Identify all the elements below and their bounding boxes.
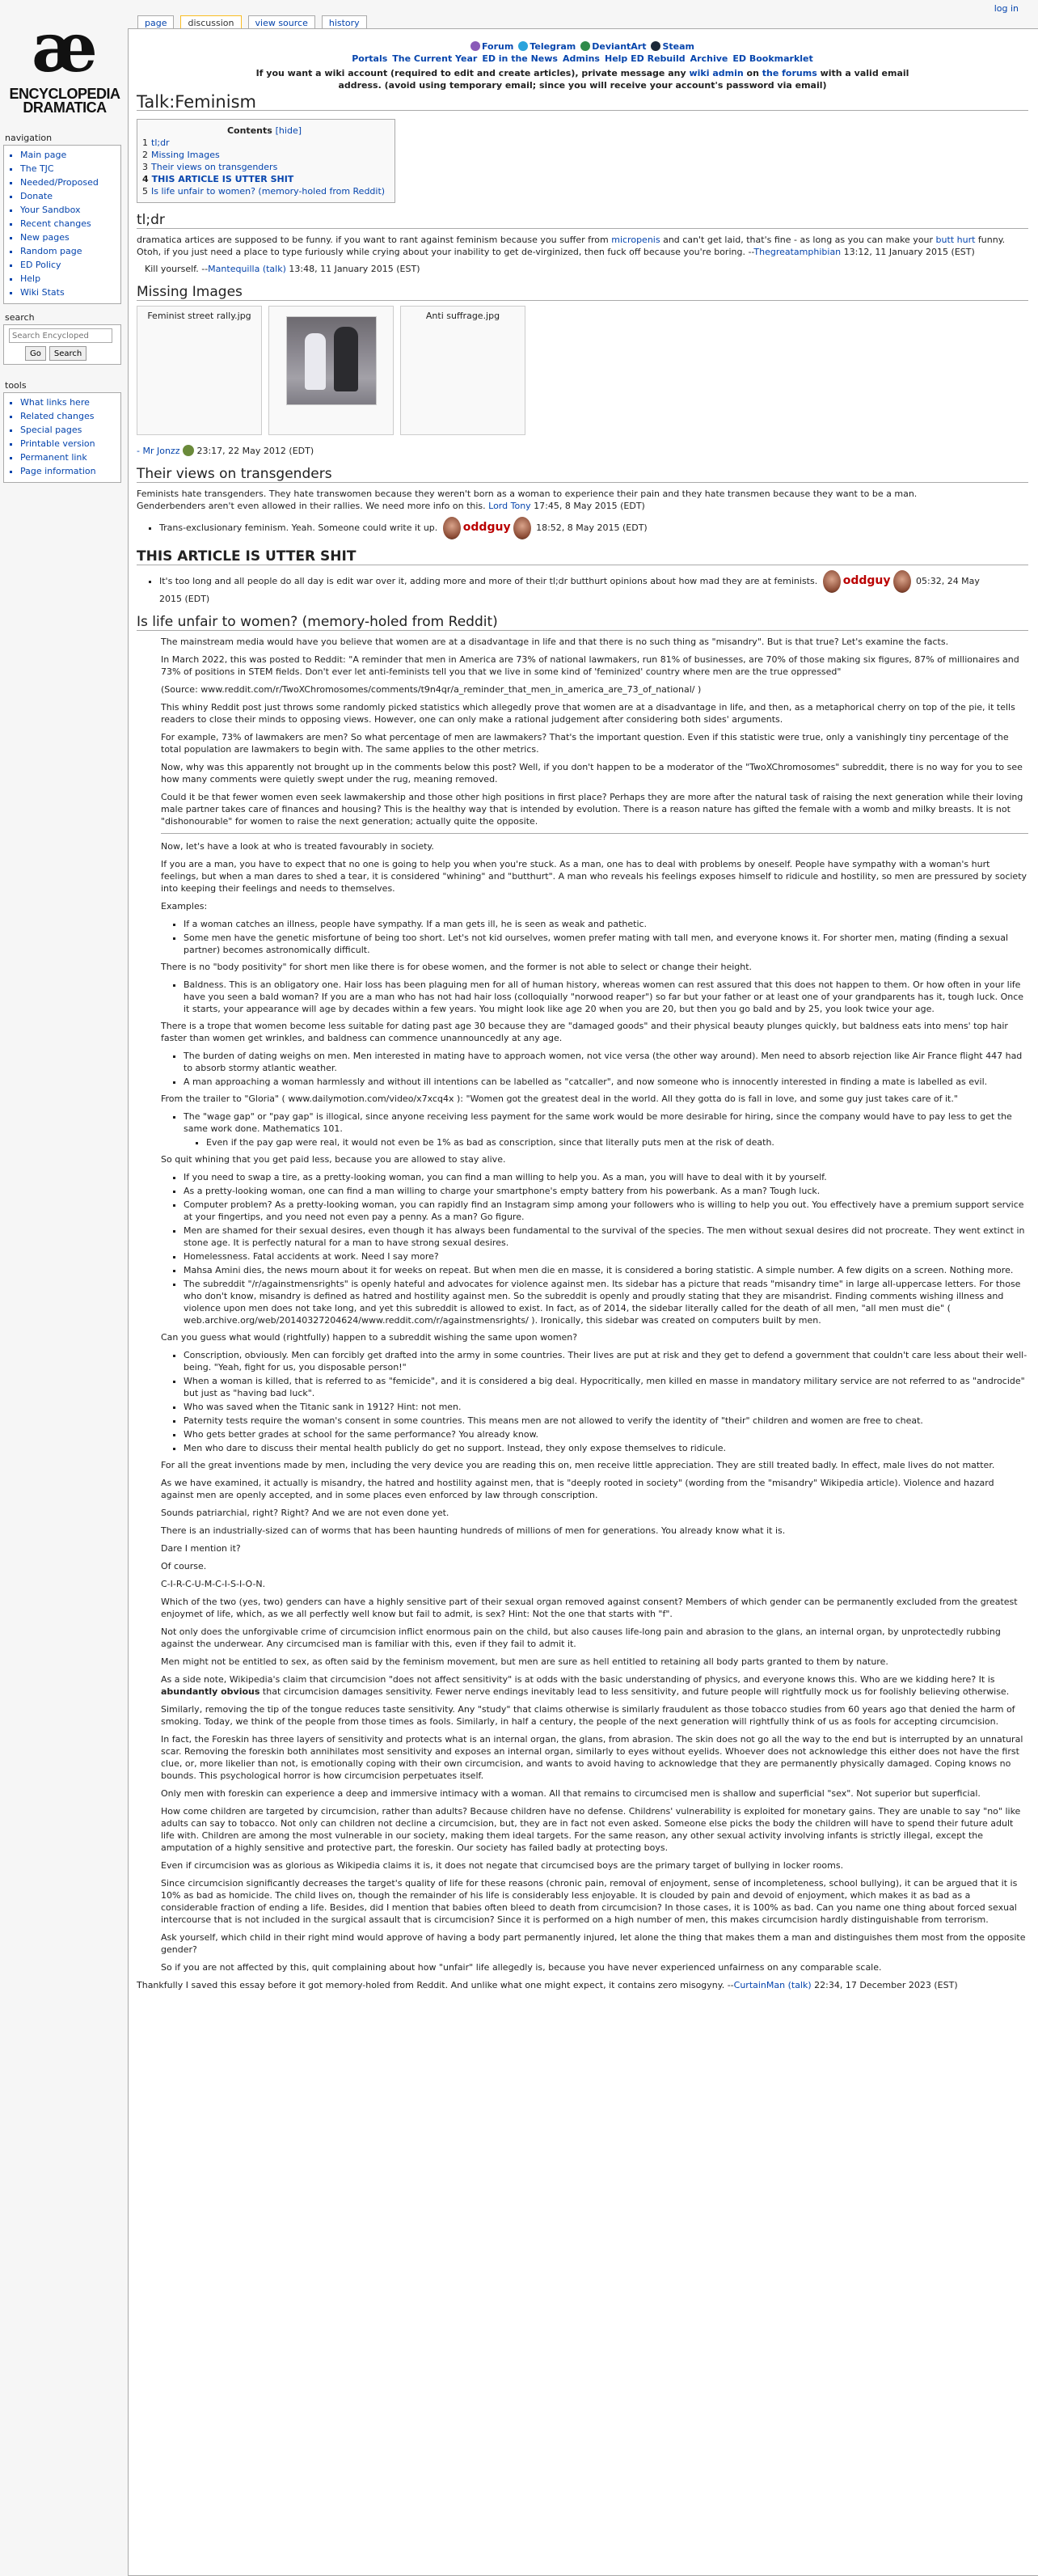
essay-paragraph: From the trailer to "Gloria" ( www.dailymotion.com/video/x7xcq4x ): "Women got the greatest deal in the world. All they gotta do is fall in love, and some guy just takes care of it." (161, 1093, 958, 1104)
site-notice (137, 40, 1028, 91)
essay-paragraph: Not only does the unforgivable crime of circumcision inflict enormous pain on the child, but also causes life-long pain and abrasion to the glans, an internal organ, by unprotectedly rubbing against the underwear. Any circumcised man is familiar with this, even if they fail to admit it. (161, 1626, 1001, 1649)
section-heading-missing-images: Missing Images (137, 286, 1028, 301)
comment-paragraph: - Mr Jonzz 23:17, 22 May 2012 (EDT) (137, 446, 314, 456)
gallery-item[interactable] (268, 306, 394, 435)
essay-list (161, 1110, 1028, 1148)
navigation-title: navigation (5, 133, 53, 143)
essay-paragraph: There is no "body positivity" for short men like there is for obese women, and the former is not able to select or change their height. (161, 962, 753, 972)
oddguy-avatar-icon (513, 517, 531, 539)
list-item: ▪ Men who dare to discuss their mental health publicly do get no support. Instead, they only expose themselves to ridicule. (184, 1442, 1028, 1454)
essay-paragraph: Of course. (161, 1561, 207, 1571)
notice-links-row-2 (137, 53, 1028, 65)
essay-paragraph: Examples: (161, 901, 208, 912)
essay-paragraph: Ask yourself, which child in their right mind would approve of having a body part permanently injured, let alone the thing that makes them a man and distinguishes them most from the opposite gender? (161, 1932, 1026, 1955)
list-item: ▪ Who was saved when the Titanic sank in 1912? Hint: not men. (184, 1401, 1028, 1413)
toc-item[interactable]: 1 tl;dr (142, 137, 170, 148)
nav-item-help[interactable]: ▪ Help (20, 273, 116, 285)
user-signature[interactable]: Mantequilla (talk) (208, 264, 286, 274)
site-logo[interactable] (0, 0, 129, 121)
section-heading-utter-shit: THIS ARTICLE IS UTTER SHIT (137, 551, 1028, 565)
essay-paragraph: Sounds patriarchial, right? Right? And we are not even done yet. (161, 1508, 449, 1518)
tab-history[interactable]: history (322, 15, 367, 29)
tool-what-links-here[interactable]: ▪ What links here (20, 396, 116, 408)
nav-item-new-pages[interactable]: ▪ New pages (20, 231, 116, 243)
current-year-link[interactable]: The Current Year (392, 53, 478, 64)
essay-list (161, 1171, 1028, 1326)
tools-portlet (0, 380, 121, 483)
tab-discussion[interactable]: discussion (180, 15, 241, 29)
nav-item-recent-changes[interactable]: ▪ Recent changes (20, 218, 116, 230)
list-item: ▪ Some men have the genetic misfortune of being too short. Let's not kid ourselves, women prefer mating with tall men, and everyone knows it. For shorter men, mating (finding a sexual partner) becomes astronomically difficult. (184, 932, 1028, 956)
account-notice: If you want a wiki account (required to edit and create articles), private message any wiki admin on the forums with a valid email (255, 68, 909, 78)
essay-paragraph: Can you guess what would (rightfully) happen to a subreddit wishing the same upon women? (161, 1332, 578, 1343)
gallery-item[interactable] (137, 306, 262, 435)
comment-paragraph: Feminists hate transgenders. They hate transwomen because they weren't born as a woman to experience their pain and they hate transmen because they want to be a man. Genderbenders aren't even allowed in their rallies. We need more info on this. Lord Tony 17:45, 8 May 2015 (EDT) (137, 489, 918, 511)
essay-paragraph: As a side note, Wikipedia's claim that circumcision "does not affect sensitivity" is at odds with the basic understanding of physics, and everyone knows this. Who are we kidding here? It is abundantly obvious that circumcision damages sensitivity. Fewer nerve endings inevitably lead to less sensitivity, and future people will rightfully mock us for foolishly believing otherwise. (161, 1674, 1010, 1697)
section-heading-transgenders: Their views on transgenders (137, 468, 1028, 483)
list-item: ▪ The burden of dating weighs on men. Men interested in mating have to approach women, not vice versa (the other way around). Men need to absorb rejection like Air France flight 447 had to absorb stormy atlantic weather. (184, 1050, 1028, 1074)
comment-list (137, 517, 1028, 539)
navigation-list (9, 149, 116, 298)
forum-link[interactable]: Forum (470, 40, 513, 53)
help-ed-rebuild-link[interactable]: Help ED Rebuild (604, 53, 686, 64)
list-item: ▪ Even if the pay gap were real, it would not even be 1% as bad as conscription, since that literally puts men at the risk of death. (206, 1136, 1028, 1148)
nav-item-main-page[interactable]: ▪ Main page (20, 149, 116, 161)
essay-paragraph: For all the great inventions made by men, including the very device you are reading this on, men receive little appreciation. They are still treated badly. In effect, male lives do not matter. (161, 1460, 995, 1470)
essay-paragraph: Now, let's have a look at who is treated favourably in society. (161, 841, 434, 852)
logo-mark: æ (32, 6, 98, 87)
logo-word-1: ENCYCLOPEDIA (9, 86, 120, 102)
comment-paragraph: dramatica artices are supposed to be funny. if you want to rant against feminism because you suffer from micropenis and can't get laid, that's fine - as long as you can make your butt hurt funny. Otoh, if you just need a place to type furiously while crying about your inability to get de-virginized, then fuck off because you're boring. --Thegreatamphibian 13:12, 11 January 2015 (EST) (137, 235, 1006, 257)
list-item: ▪ A man approaching a woman harmlessly and without ill intentions can be labelled as "catcaller", and now someone who is innocently interested in finding a mate is labelled as evil. (184, 1076, 1028, 1088)
forum-icon (470, 41, 480, 51)
gallery-item[interactable] (400, 306, 525, 435)
essay-paragraph: So if you are not affected by this, quit complaining about how "unfair" life allegedly is, because you have never experienced unfairness on any comparable scale. (161, 1962, 882, 1973)
essay-paragraph: Dare I mention it? (161, 1543, 241, 1554)
page-title: Talk:Feminism (137, 96, 1028, 111)
butt-hurt-link[interactable]: butt hurt (935, 235, 976, 245)
essay-paragraph: Which of the two (yes, two) genders can have a highly sensitive part of their sexual organ removed against consent? Members of which gender can be permanently excluded from the greatest enjoymet of life, which, as we all perfectly well know but fail to admit, is sex? Hint: Not the one that starts with "f". (161, 1597, 1018, 1619)
essay-block (137, 636, 1028, 827)
tools-title: tools (5, 380, 27, 391)
notice-links-row-1 (137, 40, 1028, 53)
search-title: search (5, 312, 35, 323)
toc-title: Contents [hide] (226, 125, 302, 136)
tab-page[interactable]: page (137, 15, 174, 29)
forums-link[interactable]: the forums (762, 68, 817, 78)
essay-divider (161, 833, 1028, 834)
essay-paragraph: Men might not be entitled to sex, as often said by the feminism movement, but men are sure as hell entitled to retaining all body parts granted to them by nature. (161, 1656, 888, 1667)
essay-paragraph: If you are a man, you have to expect that no one is going to help you when you're stuck. As a man, one has to deal with problems by oneself. People have sympathy with a woman's hurt feelings, but when a man dares to shed a tear, it is considered "whining" and "butthurt". A man who reveals his feelings exposes himself to ridicule and hostility, so men are pressured by society into keeping their feelings and needs to themselves. (161, 859, 1027, 894)
account-notice-2: address. (avoid using temporary email; since you will receive your account's password via email) (338, 80, 827, 91)
tool-page-information[interactable]: ▪ Page information (20, 465, 116, 477)
ed-bookmarklet-link[interactable]: ED Bookmarklet (732, 53, 813, 64)
list-item: ▪ Paternity tests require the woman's consent in some countries. This means men are not allowed to verify the identity of "their" children and women are free to cheat. (184, 1415, 1028, 1427)
list-item: ▪ Who gets better grades at school for the same performance? You already know. (184, 1428, 1028, 1440)
oddguy-avatar-icon (893, 570, 911, 593)
nav-item-random-page[interactable]: ▪ Random page (20, 245, 116, 257)
list-item: ▪ The subreddit "/r/againstmensrights" is openly hateful and advocates for violence against men. Its sidebar has a picture that reads "misandry time" in large all-uppercase letters. For those who don't know, misandry is defined as hatred and hostility against men. So the subreddit is openly and proudly stating that they are misandrist. Finding comments wishing illness and violence upon men does not take long, and yet this subreddit is allowed to exist. In fact, as of 2014, the sidebar literally called for the death of all men, "all men must die" ( web.archive.org/web/20140327204624/www.reddit.com/r/againstmensrights/ ). Ironically, this sidebar was created on computers built by men. (184, 1278, 1028, 1326)
micropenis-link[interactable]: micropenis (611, 235, 660, 245)
comment-reply: ▪ Trans-exclusionary feminism. Yeah. Someone could write it up. oddguy 18:52, 8 May 2015 (EDT) (159, 517, 1028, 539)
toc-item[interactable]: 2 Missing Images (142, 150, 220, 160)
nav-item-ed-policy[interactable]: ▪ ED Policy (20, 259, 116, 271)
essay-list (161, 1050, 1028, 1088)
comment-reply: ▪ It's too long and all people do all day is edit war over it, adding more and more of their tl;dr butthurt opinions about how mad they are at feminists. oddguy 05:32, 24 May 2015 (EDT) (159, 570, 1028, 605)
tool-special-pages[interactable]: ▪ Special pages (20, 424, 116, 436)
go-button[interactable]: Go (25, 346, 46, 361)
list-item: ▪ Baldness. This is an obligatory one. Hair loss has been plaguing men for all of human history, whereas women can rest assured that this does not happen to them. Or how often in your life have you seen a bald woman? If you are a man who has not had hair loss (colloquially "norwood reaper") so far but your father or at least one of your grandparents has it, tough luck. Once it starts, your appearance will age by decades within a few years. You might look like age 20 when you are 20, but then you go bald and by 25, you look twice your age. (184, 979, 1028, 1015)
list-item: ▪ Conscription, obviously. Men can forcibly get drafted into the army in some countries. Their lives are put at risk and they get to defend a government that couldn't care less about their well-being. "Yeah, fight for us, you disposable person!" (184, 1349, 1028, 1373)
essay-sublist (184, 1136, 1028, 1148)
essay-paragraph: The mainstream media would have you believe that women are at a disadvantage in life and that there is no such thing as "misandry". But is that true? Let's examine the facts. (161, 637, 949, 647)
list-item: ▪ Computer problem? As a pretty-looking woman, you can rapidly find an Instagram simp among your followers who is willing to help you out. You effectively have a premium support service at your fingertips, and you need not even pay a penny. As a man? Go figure. (184, 1199, 1028, 1223)
essay-list (161, 1349, 1028, 1454)
oddguy-avatar-icon (443, 517, 461, 539)
essay-paragraph: So quit whining that you get paid less, because you are allowed to stay alive. (161, 1154, 506, 1165)
essay-paragraph: Only men with foreskin can experience a deep and immersive intimacy with a woman. All that remains to circumcised men is shallow and superficial "sex". Not superior but superficial. (161, 1788, 981, 1799)
essay-paragraph: In March 2022, this was posted to Reddit: "A reminder that men in America are 73% of national lawmakers, run 81% of businesses, are 70% of those making six figures, 87% of millionaires and 73% of positions in STEM fields. Don't ever let anti-feminists tell you that we live in some kind of 'feminized' country where men are the true oppressed" (161, 654, 1019, 677)
essay-paragraph: There is a trope that women become less suitable for dating past age 30 because they are "damaged goods" and their physical beauty plunges quickly, but baldness eats into mens' top hair faster than women get wrinkles, and baldness can commence unannouncedly at any age. (161, 1021, 1008, 1043)
essay-paragraph: C-I-R-C-U-M-C-I-S-I-O-N. (161, 1579, 266, 1589)
essay-paragraph: In fact, the Foreskin has three layers of sensitivity and protects what is an internal organ, the glans, from abrasion. The skin does not go all the way to the end but is interrupted by an unnatural scar. Removing the foreskin both annihilates most sensitivity and exposes an internal organ, similarly to eyes without eyelids. Whoever does not acknowledge this either does not have the first clue, or, more likelier than not, is emotionally coping with their own circumcision, and wants to avoid having to acknowledge that they are permanently physically damaged. Coping knows no bounds. This psychological horror is how circumcision perpetuates itself. (161, 1734, 1023, 1781)
nav-item-the-tjc[interactable]: ▪ The TJC (20, 163, 116, 175)
toc-hide-toggle[interactable]: [hide] (275, 125, 302, 136)
login-link[interactable]: log in (994, 3, 1019, 14)
nav-item-your-sandbox[interactable]: ▪ Your Sandbox (20, 204, 116, 216)
essay-block (137, 840, 1028, 1973)
table-of-contents (137, 119, 395, 203)
essay-paragraph: (Source: www.reddit.com/r/TwoXChromosomes/comments/t9n4qr/a_reminder_that_men_in_america_are_73_of_national/ ) (161, 684, 702, 695)
essay-paragraph: How come children are targeted by circumcision, rather than adults? Because children have no defense. Childrens' vulnerability is exploited for monetary gains. They are unable to say "no" like adults can say to tobacco. Not only can children not decline a circumcision, but, they are in fact not even asked. Someone else picks the body the children will have to spend their future adult life with. Children are among the most vulnerable in our society, making them ideal targets. For the same reason, any other sexual activity involving infants is strictly illegal, except the amputation of a highly sensitive and protective part, the foreskin. Our society has failed badly at protecting boys. (161, 1806, 1021, 1853)
navigation-portlet (0, 133, 121, 304)
gallery-caption: Anti suffrage.jpg (425, 311, 500, 321)
list-item: ▪ As a pretty-looking woman, one can find a man willing to charge your smartphone's empty battery from his powerbank. As a man? Tough luck. (184, 1185, 1028, 1197)
essay-paragraph: Could it be that fewer women even seek lawmakership and those other high positions in first place? Perhaps they are more after the natural task of raising the next generation while their loving male partner takes care of finances and housing? This is the healthy way that is intended by evolution. There is a reason nature has gifted the female with a womb and milky breasts. It is not "dishonourable" for women to raise the next generation; actually quite the opposite. (161, 792, 1023, 827)
tools-list (9, 396, 116, 477)
archive-link[interactable]: Archive (690, 53, 728, 64)
search-button[interactable]: Search (49, 346, 86, 361)
list-item: ▪ If you need to swap a tire, as a pretty-looking woman, you can find a man willing to help you. As a man, you will have to deal with it by yourself. (184, 1171, 1028, 1183)
search-input[interactable] (9, 328, 112, 343)
toc-item[interactable]: 4 THIS ARTICLE IS UTTER SHIT (142, 174, 294, 184)
essay-paragraph: Even if circumcision was as glorious as Wikipedia claims it is, it does not negate that circumcised boys are the primary target of bullying in locker rooms. (161, 1860, 844, 1871)
tab-view-source[interactable]: view source (248, 15, 315, 29)
toc-item[interactable]: 3 Their views on transgenders (142, 162, 278, 172)
nav-item-donate[interactable]: ▪ Donate (20, 190, 116, 202)
essay-list (161, 918, 1028, 956)
user-signature[interactable]: Thegreatamphibian (753, 247, 842, 257)
oddguy-avatar-icon (823, 570, 841, 593)
comment-reply: Kill yourself. --Mantequilla (talk) 13:48, 11 January 2015 (EST) (145, 264, 420, 274)
list-item: ▪ The "wage gap" or "pay gap" is illogical, since anyone receiving less payment for the same work would be more desirable for hiring, since the company would have to pay less to get the same work done. Mathematics 101. ▪ Even if the pay gap were real, it would not even be 1% as bad as conscription, since that literally puts men at the risk of death. (184, 1110, 1028, 1148)
tool-printable-version[interactable]: ▪ Printable version (20, 438, 116, 450)
list-item: ▪ Homelessness. Fatal accidents at work. Need I say more? (184, 1250, 1028, 1263)
tool-related-changes[interactable]: ▪ Related changes (20, 410, 116, 422)
steam-icon (651, 41, 660, 51)
user-signature[interactable]: oddguy (842, 574, 891, 587)
gallery-photo[interactable] (286, 316, 377, 405)
essay-paragraph: Similarly, removing the tip of the tongue reduces taste sensitivity. Any "study" that claims otherwise is similarly fraudulent as those tobacco studies from 60 years ago that denied the harm of smoking. Today, we think of the people from those times as fools. Similarly, in half a century, the people of the next generation will rightfully think of us as fools for accepting circumcision. (161, 1704, 1015, 1727)
telegram-icon (518, 41, 528, 51)
gallery-caption: Feminist street rally.jpg (147, 311, 251, 321)
tool-permanent-link[interactable]: ▪ Permanent link (20, 451, 116, 463)
telegram-link[interactable]: Telegram (518, 40, 576, 53)
admins-link[interactable]: Admins (562, 53, 600, 64)
list-item: ▪ Mahsa Amini dies, the news mourn about it for weeks on repeat. But when men die en masse, it is considered a boring statistic. A simple number. A few digits on a screen. Nothing more. (184, 1264, 1028, 1276)
essay-paragraph: There is an industrially-sized can of worms that has been haunting hundreds of millions of men for generations. You already know what it is. (161, 1525, 786, 1536)
user-signature[interactable]: CurtainMan (talk) (733, 1980, 812, 1990)
deviantart-icon (580, 41, 590, 51)
portals-link[interactable]: Portals (352, 53, 388, 64)
nav-item-needed-proposed[interactable]: ▪ Needed/Proposed (20, 176, 116, 188)
content-area (128, 28, 1038, 2576)
list-item: ▪ Men are shamed for their sexual desires, even though it has always been fundamental to the survival of the species. The men without sexual desires did not procreate. They went extinct in stone age. It is perfectly natural for a man to have strong sexual desires. (184, 1225, 1028, 1249)
essay-paragraph: For example, 73% of lawmakers are men? So what percentage of men are lawmakers? That's the important question. Even if this statistic were true, only a vanishingly tiny percentage of the total population are lawmakers to begin with. The same applies to the other metrics. (161, 732, 1009, 755)
deviantart-link[interactable]: DeviantArt (580, 40, 646, 53)
list-item: ▪ If a woman catches an illness, people have sympathy. If a man gets ill, he is seen as weak and pathetic. (184, 918, 1028, 930)
essay-paragraph: This whiny Reddit post just throws some randomly picked statistics which allegedly prove that women are at a disadvantage in life, and then, as a metaphorical cherry on top of the pie, it tells readers to close their minds to opposing views. However, one can only make a rational judgement after considering both sides' arguments. (161, 702, 1015, 725)
user-signature[interactable]: - Mr Jonzz (137, 446, 180, 456)
toc-item[interactable]: 5 Is life unfair to women? (memory-holed from Reddit) (142, 186, 386, 197)
essay-list (161, 979, 1028, 1015)
logo-word-2: DRAMATICA (23, 99, 107, 116)
essay-paragraph: As we have examined, it actually is misandry, the hatred and hostility against men, that is "deeply rooted in society" (wording from the "misandry" Wikipedia article). Violence and hazard against men are openly accepted, and in some places even enforced by law through conscription. (161, 1478, 994, 1500)
wiki-admin-link[interactable]: wiki admin (689, 68, 744, 78)
essay-paragraph: Since circumcision significantly decreases the target's quality of life for these reasons (chronic pain, removal of enjoyment, sense of incompleteness, school bullying), it can be argued that it is 10% as bad as homicide. The child lives on, though the remainder of his life is considerably less enjoyable. It is clouded by pain and devoid of enjoyment, which makes it as bad as a considerable fraction of ending a life. Besides, did I mention that babies often bleed to death from circumcision? In those cases, it is 100% as bad. Can you name one thing about forced sexual intercourse that is not included in the surgical assault that is circumcision? Since it is performed on a high number of men, this makes circumcision hardly distinguishable from terrorism. (161, 1878, 1018, 1925)
user-signature[interactable]: Lord Tony (488, 501, 531, 511)
section-heading-tldr: tl;dr (137, 214, 1028, 229)
page-tabs (137, 15, 367, 29)
section-heading-life-unfair: Is life unfair to women? (memory-holed from Reddit) (137, 616, 1028, 631)
user-signature[interactable]: oddguy (462, 521, 511, 534)
comment-list (137, 570, 1028, 605)
steam-link[interactable]: Steam (651, 40, 694, 53)
list-item: ▪ When a woman is killed, that is referred to as "femicide", and it is considered a big deal. Hypocritically, men killed en masse in mandatory military service are not referred to as "androcide" but just as "having bad luck". (184, 1375, 1028, 1399)
closing-comment: Thankfully I saved this essay before it got memory-holed from Reddit. And unlike what one might expect, it contains zero misogyny. --CurtainMan (talk) 22:34, 17 December 2023 (EST) (137, 1980, 958, 1990)
essay-paragraph: Now, why was this apparently not brought up in the comments below this post? Well, if you don't happen to be a moderator of the "TwoXChromosomes" subreddit, there is no way for you to see how many comments were quietly swept under the rug, meaning removed. (161, 762, 1023, 785)
image-gallery (137, 306, 1028, 435)
user-avatar-icon (183, 445, 194, 456)
nav-item-wiki-stats[interactable]: ▪ Wiki Stats (20, 286, 116, 298)
search-portlet (0, 312, 121, 365)
ed-in-news-link[interactable]: ED in the News (482, 53, 558, 64)
